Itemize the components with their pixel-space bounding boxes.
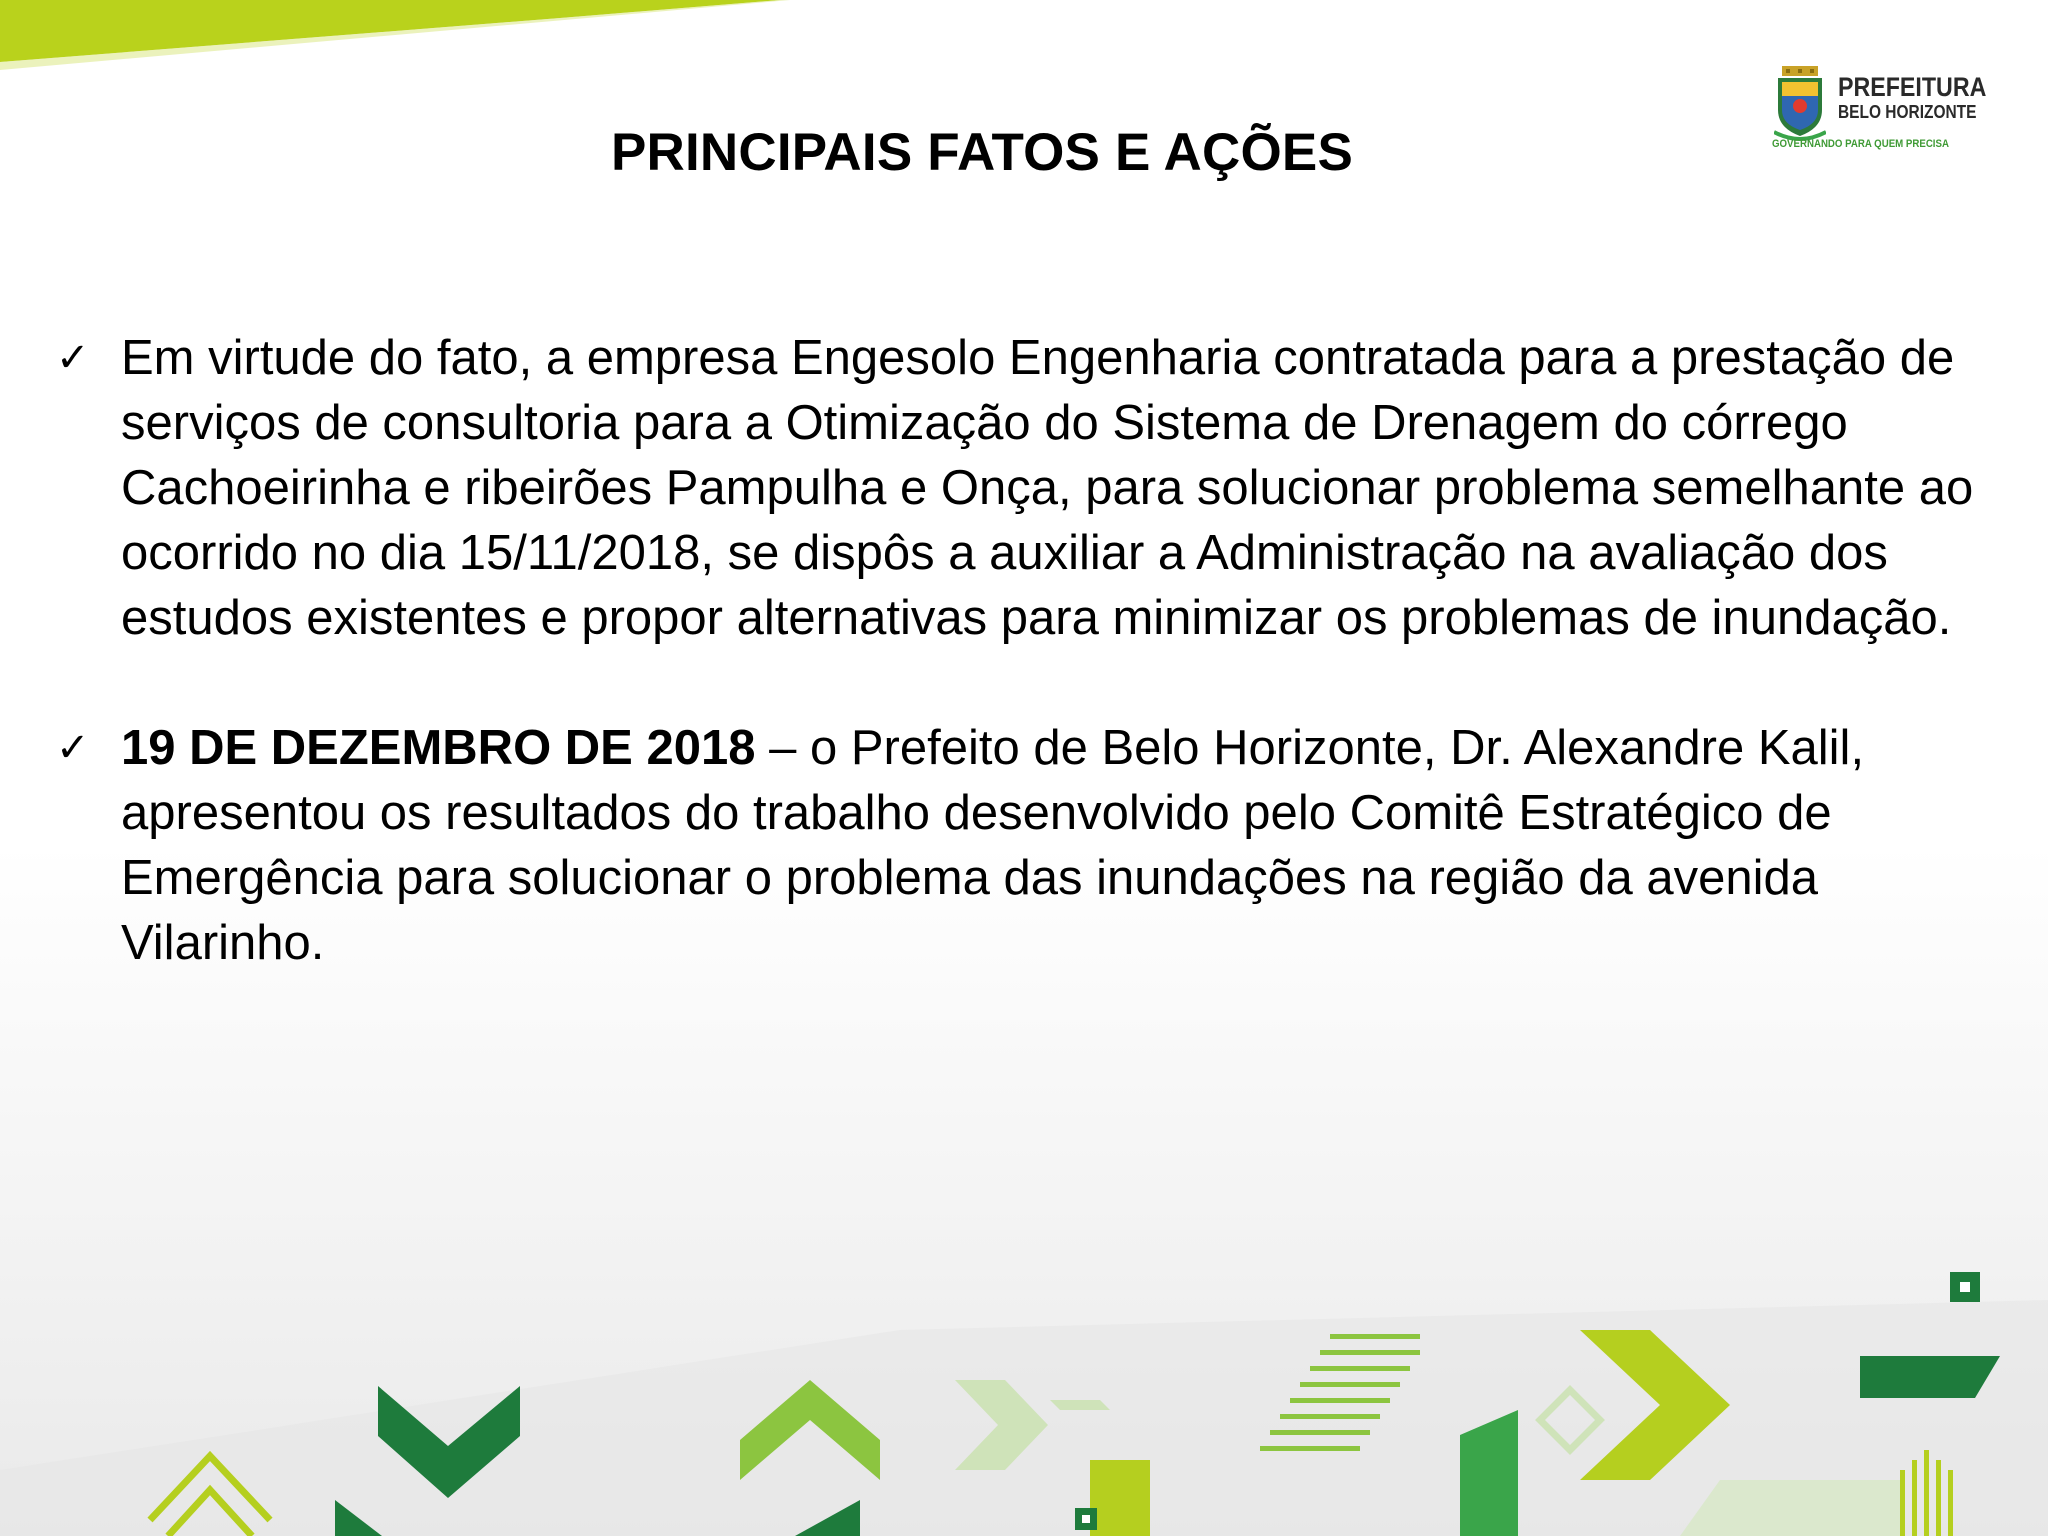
logo-subtitle: BELO HORIZONTE	[1838, 102, 1977, 122]
top-accent-band	[0, 0, 2048, 70]
bullet-text: – o Prefeito de Belo Horizonte, Dr. Alexandre Kalil, apresentou os resultados do trabalho desenvolvido pelo Comitê Estratégico de Emergência para solucionar o problema das inundações na região da avenida Vilarinho.	[121, 721, 1865, 970]
bullet-list	[56, 326, 1976, 976]
check-icon: ✓	[56, 725, 90, 771]
bullet-date: 19 DE DEZEMBRO DE 2018	[121, 721, 756, 775]
page-title: PRINCIPAIS FATOS E AÇÕES	[610, 123, 1353, 182]
bullet-text: Em virtude do fato, a empresa Engesolo Engenharia contratada para a prestação de serviços de consultoria para a Otimização do Sistema de Drenagem do córrego Cachoeirinha e ribeirões Pampulha e Onça, para solucionar problema semelhante ao ocorrido no dia 15/11/2018, se dispôs a auxiliar a Administração na avaliação dos estudos existentes e propor alternativas para minimizar os problemas de inundação.	[121, 331, 1974, 645]
logo-tagline: GOVERNANDO PARA QUEM PRECISA	[1772, 138, 1949, 150]
check-icon: ✓	[56, 335, 90, 381]
bullet-item	[56, 326, 1976, 651]
logo-title: PREFEITURA	[1838, 72, 1987, 102]
bullet-item	[56, 716, 1976, 976]
decorative-footer	[0, 1240, 2048, 1536]
